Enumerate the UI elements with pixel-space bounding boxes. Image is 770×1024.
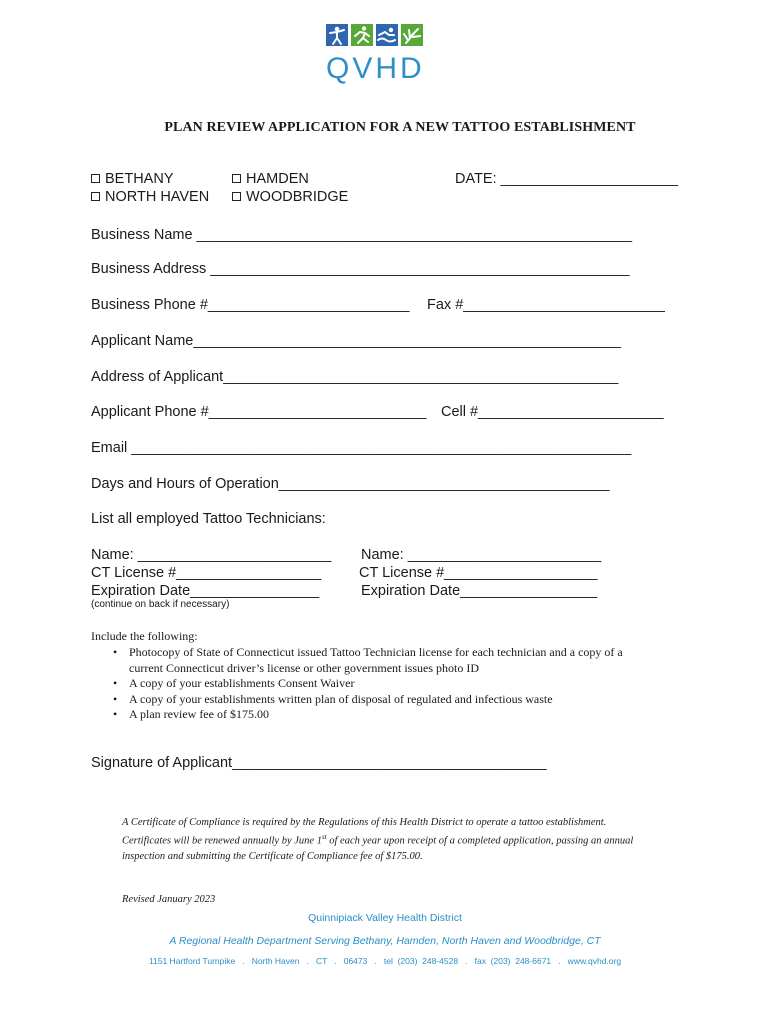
tech2-license-field[interactable]: CT License #___________________ (359, 565, 598, 581)
bethany-label: BETHANY (105, 171, 174, 187)
include-heading: Include the following: (91, 629, 198, 643)
leaf-icon (401, 24, 423, 46)
business-name-field[interactable]: Business Name ______________________________________________________ (91, 227, 633, 243)
tech1-license-field[interactable]: CT License #__________________ (91, 565, 322, 581)
cell-field[interactable]: Cell #_______________________ (441, 404, 664, 420)
hamden-checkbox[interactable] (232, 174, 241, 183)
include-list (91, 645, 711, 723)
hamden-label: HAMDEN (246, 171, 309, 187)
certificate-line-2: Certificates will be renewed annually by June 1st of each year upon receipt of a completed application, passing an annual (122, 833, 634, 847)
applicant-address-field[interactable]: Address of Applicant_________________________________________________ (91, 369, 619, 385)
business-phone-field[interactable]: Business Phone #_________________________ (91, 297, 410, 313)
tech1-name-field[interactable]: Name: ________________________ (91, 547, 332, 563)
footer-address: 1151 Hartford Turnpike . North Haven . CT . 06473 . tel (203) 248-4528 . fax (203) 248-6671 . www.qvhd.org (148, 956, 622, 966)
date-field[interactable]: DATE: ______________________ (455, 171, 679, 187)
signature-field[interactable]: Signature of Applicant_______________________________________ (91, 755, 547, 771)
qvhd-logo (326, 24, 446, 94)
continue-note: (continue on back if necessary) (91, 599, 230, 610)
town-option-bethany[interactable] (91, 171, 174, 187)
footer-tagline: A Regional Health Department Serving Bethany, Hamden, North Haven and Woodbridge, CT (169, 935, 601, 947)
town-option-north-haven[interactable] (91, 189, 209, 205)
list-item: • Photocopy of State of Connecticut issued Tattoo Technician license for each technician and a copy of a (113, 645, 623, 659)
figure-icon (326, 24, 348, 46)
woodbridge-checkbox[interactable] (232, 192, 241, 201)
email-field[interactable]: Email ______________________________________________________________ (91, 440, 632, 456)
woodbridge-label: WOODBRIDGE (246, 189, 349, 205)
swimmer-icon (376, 24, 398, 46)
certificate-note (122, 815, 682, 864)
technicians-heading: List all employed Tattoo Technicians: (91, 511, 326, 527)
applicant-phone-field[interactable]: Applicant Phone #___________________________ (91, 404, 427, 420)
certificate-line-1: A Certificate of Compliance is required by the Regulations of this Health District to operate a tattoo establishment. (122, 817, 607, 828)
days-hours-field[interactable]: Days and Hours of Operation_________________________________________ (91, 476, 610, 492)
business-address-field[interactable]: Business Address ____________________________________________________ (91, 261, 630, 277)
tech2-expiration-field[interactable]: Expiration Date_________________ (361, 583, 598, 599)
bethany-checkbox[interactable] (91, 174, 100, 183)
list-item: • A plan review fee of $175.00 (113, 707, 269, 721)
applicant-name-field[interactable]: Applicant Name_____________________________________________________ (91, 333, 621, 349)
list-item: • A copy of your establishments Consent Waiver (113, 676, 355, 690)
north-haven-label: NORTH HAVEN (105, 189, 210, 205)
fax-field[interactable]: Fax #_________________________ (427, 297, 665, 313)
tech2-name-field[interactable]: Name: ________________________ (361, 547, 602, 563)
form-title: PLAN REVIEW APPLICATION FOR A NEW TATTOO ESTABLISHMENT (164, 120, 636, 135)
list-item: current Connecticut driver’s license or other government issues photo ID (129, 660, 480, 675)
logo-wordmark: QVHD (326, 52, 425, 85)
town-option-woodbridge[interactable] (232, 189, 348, 205)
list-item: • A copy of your establishments written plan of disposal of regulated and infectious waste (113, 691, 553, 706)
tech1-expiration-field[interactable]: Expiration Date________________ (91, 583, 320, 599)
revised-date: Revised January 2023 (122, 894, 216, 905)
north-haven-checkbox[interactable] (91, 192, 100, 201)
certificate-line-3: inspection and submitting the Certificate of Compliance fee of $175.00. (122, 850, 423, 862)
footer-org: Quinnipiack Valley Health District (308, 912, 462, 924)
town-option-hamden[interactable] (232, 171, 309, 187)
runner-icon (351, 24, 373, 46)
